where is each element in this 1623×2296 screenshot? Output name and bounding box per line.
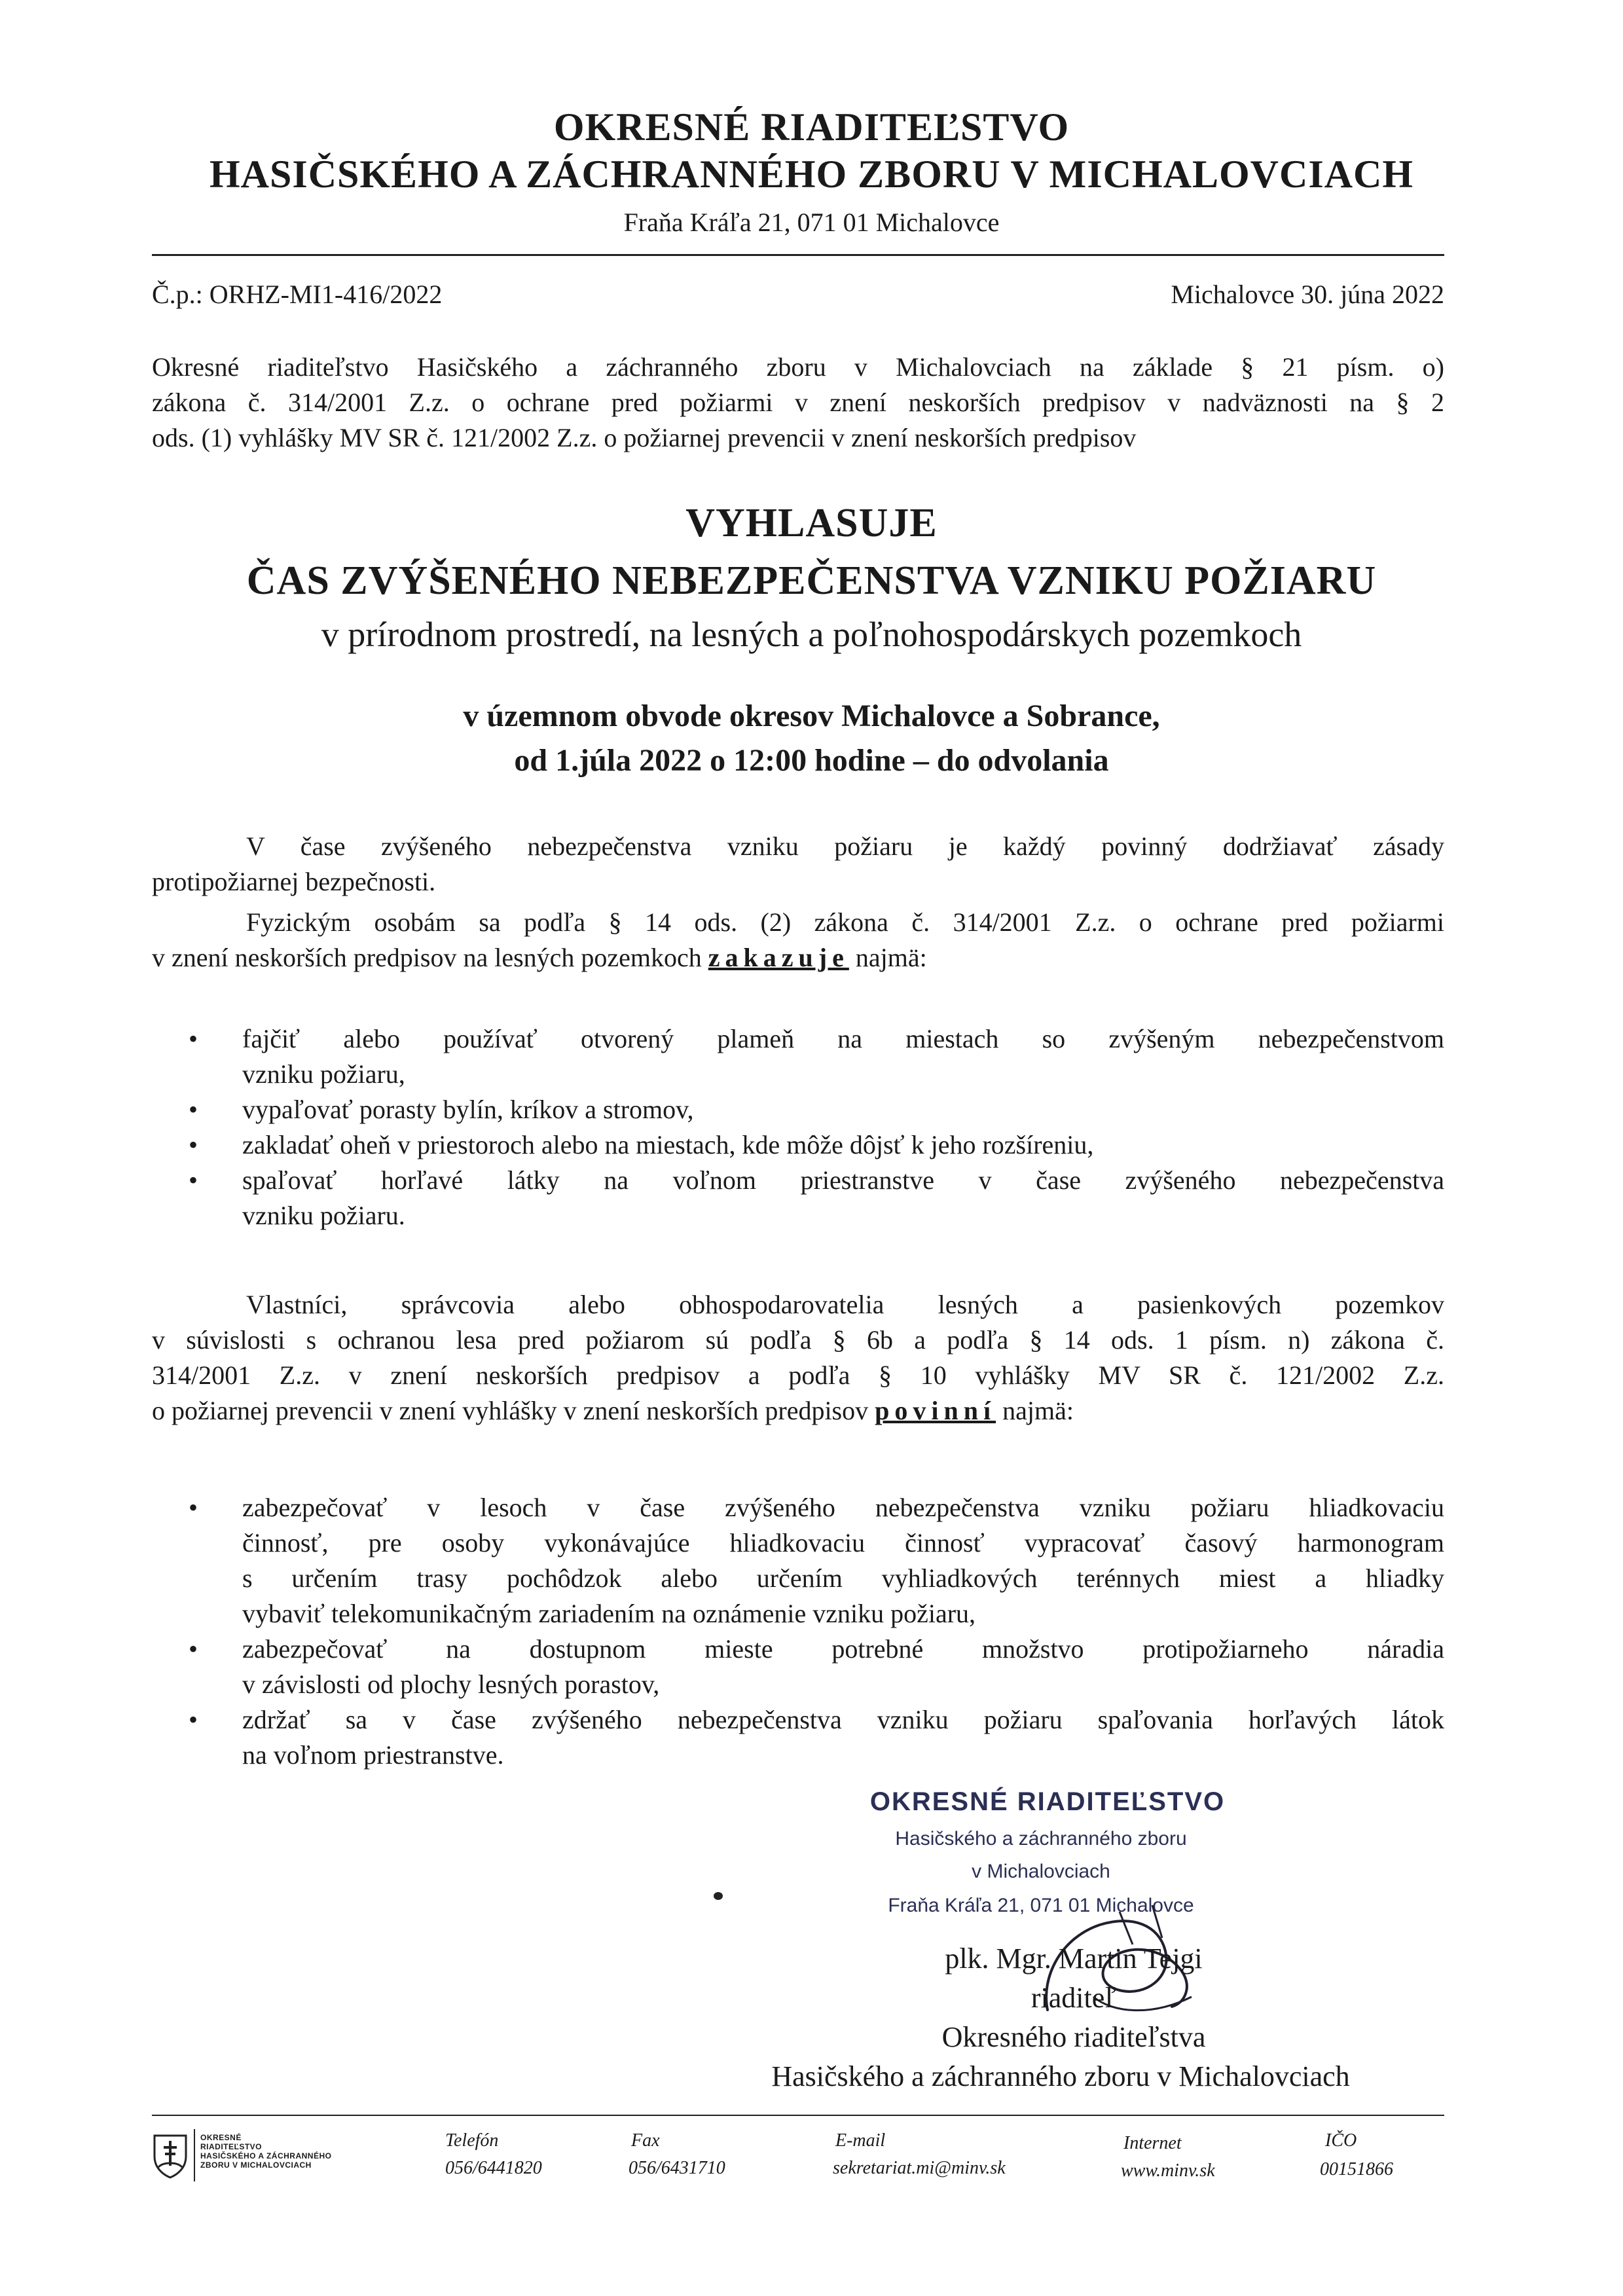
logo-line: ZBORU V MICHALOVCIACH (200, 2160, 312, 2170)
paragraph-line: v súvislosti s ochranou lesa pred požiarom sú podľa § 6b a podľa § 14 ods. 1 písm. n) zákona č. (152, 1325, 1444, 1355)
paragraph-line: protipožiarnej bezpečnosti. (152, 867, 436, 896)
reference-number: Č.p.: ORHZ-MI1-416/2022 (152, 280, 443, 309)
announcement-subtitle: v prírodnom prostredí, na lesných a poľnohospodárskych pozemkoch (321, 615, 1302, 654)
list-item-line: • zdržať sa v čase zvýšeného nebezpečenstva vzniku požiaru spaľovania horľavých látok (242, 1705, 1444, 1734)
footer-logo-text (200, 2133, 384, 2170)
list-item (242, 1702, 1444, 1773)
paragraph-text: o požiarnej prevencii v znení vyhlášky v znení neskorších predpisov (152, 1396, 875, 1425)
duty-paragraph (152, 829, 1444, 900)
document-date: Michalovce 30. júna 2022 (1171, 280, 1444, 309)
list-item-line: na voľnom priestranstve. (242, 1740, 504, 1770)
list-item-line: činnosť, pre osoby vykonávajúce hliadkovaciu činnosť vypracovať časový harmonogram (242, 1528, 1444, 1558)
list-item-line: • fajčiť alebo používať otvorený plameň na miestach so zvýšeným nebezpečenstvom (242, 1024, 1444, 1053)
ico-value: 00151866 (1320, 2159, 1393, 2179)
list-item-line: vybaviť telekomunikačným zariadením na oznámenie vzniku požiaru, (242, 1599, 976, 1628)
announcement-verb: VYHLASUJE (685, 501, 938, 545)
header-subtitle: HASIČSKÉHO A ZÁCHRANNÉHO ZBORU V MICHALOVCIACH (209, 153, 1414, 196)
email-label: E-mail (835, 2130, 886, 2151)
paragraph-line (152, 940, 1444, 975)
list-item-line: • vypaľovať porasty bylín, kríkov a stromov, (242, 1095, 694, 1124)
paragraph-text: najmä: (996, 1396, 1074, 1425)
announcement-area: v územnom obvode okresov Michalovce a Sobrance, (463, 699, 1160, 733)
paragraph-text: v znení neskorších predpisov na lesných pozemkoch (152, 943, 708, 972)
signatory-name: plk. Mgr. Martin Tejgi (945, 1942, 1203, 1975)
list-item (242, 1490, 1444, 1631)
logo-line: OKRESNÉ (200, 2133, 242, 2142)
list-item (242, 1092, 1444, 1127)
owners-paragraph (152, 1287, 1444, 1429)
paragraph-text: najmä: (848, 943, 927, 972)
ink-dot (714, 1892, 723, 1900)
signatory-org-full: Hasičského a záchranného zboru v Michalovciach (771, 2060, 1350, 2092)
list-item-line: • spaľovať horľavé látky na voľnom priestranstve v čase zvýšeného nebezpečenstva (242, 1165, 1444, 1195)
keyword-povinni: povinní (875, 1396, 996, 1425)
email-value[interactable]: sekretariat.mi@minv.sk (833, 2158, 1006, 2178)
announcement-title: ČAS ZVÝŠENÉHO NEBEZPEČENSTVA VZNIKU POŽIARU (246, 558, 1377, 603)
list-item-line: v závislosti od plochy lesných porastov, (242, 1669, 660, 1699)
list-item-line: vzniku požiaru. (242, 1201, 405, 1230)
list-item-line: s určením trasy pochôdzok alebo určením vyhliadkových terénnych miest a hliadky (242, 1563, 1444, 1593)
signatory-org: Okresného riaditeľstva (941, 2021, 1206, 2053)
footer-divider (152, 2115, 1444, 2116)
list-item-line: • zabezpečovať na dostupnom mieste potrebné množstvo protipožiarneho náradia (242, 1634, 1444, 1664)
phone-value: 056/6441820 (445, 2158, 542, 2178)
duties-list (242, 1490, 1444, 1773)
prohibition-paragraph (152, 905, 1444, 975)
intro-line: Okresné riaditeľstvo Hasičského a záchranného zboru v Michalovciach na základe § 21 písm. o) (152, 352, 1444, 382)
paragraph-line: Fyzickým osobám sa podľa § 14 ods. (2) zákona č. 314/2001 Z.z. o ochrane pred požiarmi (246, 907, 1444, 937)
fax-label: Fax (631, 2130, 660, 2151)
stamp-line: Fraňa Kráľa 21, 071 01 Michalovce (888, 1895, 1194, 1916)
list-item (242, 1127, 1444, 1163)
stamp-line: v Michalovciach (972, 1861, 1110, 1882)
fax-value: 056/6431710 (629, 2158, 725, 2178)
paragraph-line: 314/2001 Z.z. v znení neskorších predpisov a podľa § 10 vyhlášky MV SR č. 121/2002 Z.z. (152, 1360, 1444, 1390)
list-item-line: vzniku požiaru, (242, 1059, 405, 1089)
prohibited-list (242, 1021, 1444, 1233)
header-title: OKRESNÉ RIADITEĽSTVO (553, 105, 1070, 149)
header-address: Fraňa Kráľa 21, 071 01 Michalovce (623, 208, 1000, 237)
coat-of-arms-icon (152, 2133, 189, 2179)
ico-label: IČO (1325, 2130, 1357, 2151)
list-item (242, 1631, 1444, 1702)
keyword-zakazuje: zakazuje (708, 943, 849, 972)
stamp-title: OKRESNÉ RIADITEĽSTVO (869, 1787, 1226, 1816)
intro-paragraph (152, 350, 1444, 456)
list-item-line: • zabezpečovať v lesoch v čase zvýšeného nebezpečenstva vzniku požiaru hliadkovaciu (242, 1493, 1444, 1522)
footer-logo-separator (194, 2129, 195, 2181)
web-value[interactable]: www.minv.sk (1121, 2160, 1215, 2181)
intro-line: ods. (1) vyhlášky MV SR č. 121/2002 Z.z. o požiarnej prevencii v znení neskorších predpisov (152, 423, 1137, 452)
logo-line: HASIČSKÉHO A ZÁCHRANNÉHO (200, 2151, 332, 2160)
paragraph-line: Vlastníci, správcovia alebo obhospodarovatelia lesných a pasienkových pozemkov (246, 1290, 1444, 1319)
logo-line: RIADITEĽSTVO (200, 2142, 263, 2151)
list-item (242, 1021, 1444, 1092)
phone-label: Telefón (445, 2130, 499, 2151)
stamp-line: Hasičského a záchranného zboru (895, 1828, 1187, 1850)
list-item-line: • zakladať oheň v priestoroch alebo na miestach, kde môže dôjsť k jeho rozšíreniu, (242, 1130, 1094, 1159)
announcement-period: od 1.júla 2022 o 12:00 hodine – do odvolania (514, 743, 1109, 778)
intro-line: zákona č. 314/2001 Z.z. o ochrane pred požiarmi v znení neskorších predpisov v nadväznosti na § 2 (152, 388, 1444, 417)
list-item (242, 1163, 1444, 1233)
signatory-role: riaditeľ (1030, 1982, 1117, 2014)
paragraph-line: V čase zvýšeného nebezpečenstva vzniku požiaru je každý povinný dodržiavať zásady (246, 831, 1444, 861)
paragraph-line (152, 1393, 1444, 1429)
header-divider (152, 254, 1444, 256)
web-label: Internet (1123, 2133, 1182, 2153)
